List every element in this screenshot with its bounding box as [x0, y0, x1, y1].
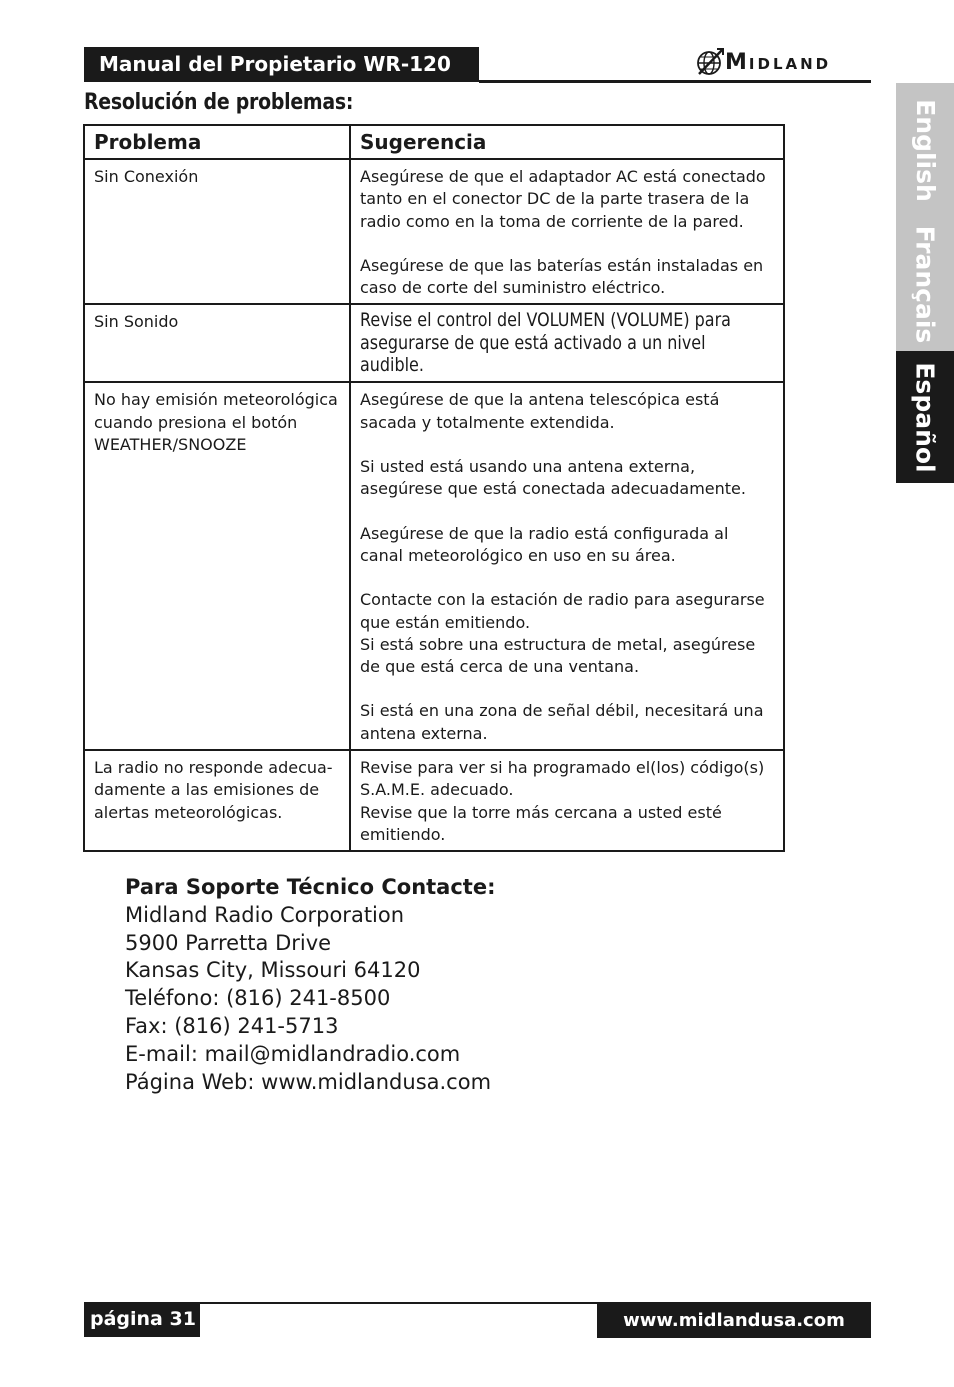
suggestion-text: Si está sobre una estructura de metal, asegúrese de que está cerca de una ventana. — [360, 634, 756, 677]
problem-cell — [84, 304, 350, 382]
contact-fax: Fax: (816) 241-5713 — [125, 1013, 339, 1038]
suggestion-cell — [350, 382, 784, 750]
header-rule — [479, 80, 871, 83]
problem-cell — [84, 750, 350, 851]
troubleshooting-table — [83, 124, 785, 852]
problem-cell — [84, 382, 350, 750]
suggestion-text: Revise el control del VOLUMEN (VOLUME) para asegurarse de que está activado a un nivel audible. — [360, 309, 731, 377]
contact-heading: Para Soporte Técnico Contacte: — [125, 875, 496, 899]
suggestion-cell — [350, 750, 784, 851]
table-header-row — [84, 125, 784, 159]
problem-text: Sin Sonido — [94, 312, 179, 332]
suggestion-text: Si está en una zona de señal débil, necesitará una antena externa. — [360, 701, 764, 743]
problem-text: No hay emisión meteorológica cuando presiona el botón WEATHER/SNOOZE — [94, 390, 338, 455]
contact-street: 5900 Parretta Drive — [125, 930, 332, 955]
support-contact — [125, 874, 495, 1096]
tab-espanol[interactable] — [896, 351, 954, 483]
section-title: Resolución de problemas: — [84, 90, 354, 115]
tab-english-label: English — [910, 98, 940, 202]
suggestion-text: Revise para ver si ha programado el(los) código(s) S.A.M.E. adecuado. — [360, 758, 765, 800]
suggestion-text: Si usted está usando una antena externa, asegúrese que está conectada adecuadamente. — [360, 457, 746, 499]
suggestion-cell — [350, 304, 784, 382]
suggestion-text: Asegúrese de que la radio está configurada al canal meteorológico en uso en su área. — [360, 523, 729, 565]
table-row — [84, 382, 784, 750]
column-header-problem: Problema — [84, 125, 350, 159]
table-row — [84, 750, 784, 851]
suggestion-text: Revise que la torre más cercana a usted esté emitiendo. — [360, 802, 722, 844]
manual-title: Manual del Propietario WR-120 — [84, 47, 479, 82]
contact-website: Página Web: www.midlandusa.com — [125, 1069, 492, 1094]
tab-english[interactable] — [896, 83, 954, 217]
problem-text: La radio no responde adecua-damente a las emisiones de alertas meteorológicas. — [94, 758, 333, 822]
footer-website: www.midlandusa.com — [597, 1304, 871, 1338]
tab-espanol-label: Español — [910, 361, 940, 473]
table-row — [84, 159, 784, 304]
problem-text: Sin Conexión — [94, 167, 199, 186]
suggestion-text: Asegúrese de que el adaptador AC está conectado tanto en el conector DC de la parte trasera de la radio como en la toma de corriente de la pared. — [360, 167, 766, 231]
page-number: página 31 — [84, 1304, 200, 1337]
midland-logo: MIDLAND — [695, 46, 875, 80]
contact-phone: Teléfono: (816) 241-8500 — [125, 986, 391, 1011]
suggestion-text: Contacte con la estación de radio para asegurarse que están emitiendo. — [360, 590, 765, 632]
problem-cell — [84, 159, 350, 304]
table-row — [84, 304, 784, 382]
suggestion-cell — [350, 159, 784, 304]
suggestion-text: Asegúrese de que las baterías están instaladas en caso de corte del suministro eléctrico. — [360, 255, 764, 298]
globe-icon — [695, 46, 725, 78]
contact-company: Midland Radio Corporation — [125, 902, 405, 927]
suggestion-text: Asegúrese de que la antena telescópica está sacada y totalmente extendida. — [360, 390, 720, 432]
tab-francais[interactable] — [896, 217, 954, 351]
contact-email: E-mail: mail@midlandradio.com — [125, 1041, 461, 1066]
tab-francais-label: Français — [910, 225, 940, 343]
column-header-suggestion: Sugerencia — [350, 125, 784, 159]
contact-city: Kansas City, Missouri 64120 — [125, 958, 421, 983]
